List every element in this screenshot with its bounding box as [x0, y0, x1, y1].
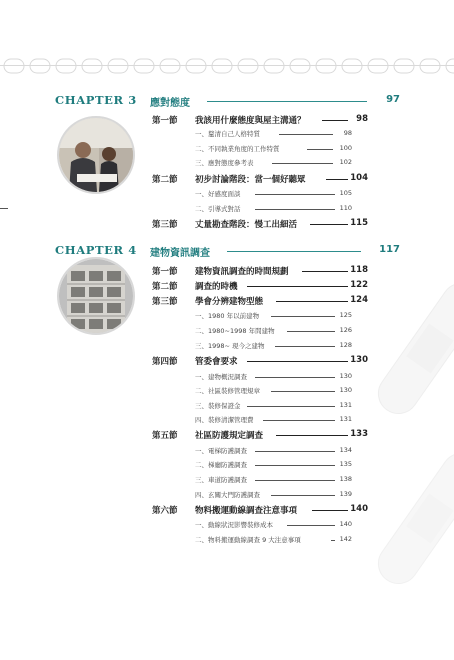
toc-sub-row[interactable]: [195, 203, 352, 216]
leader-line: [276, 301, 348, 302]
toc-sub-row[interactable]: [195, 310, 352, 323]
chapter-title: 應對態度: [150, 98, 190, 109]
section-number: 第二節: [152, 175, 178, 185]
toc-sub-row[interactable]: [195, 385, 352, 398]
section-number: 第五節: [152, 431, 178, 441]
subsection-page: 142: [339, 535, 352, 543]
leader-line: [263, 420, 335, 421]
subsection-title: 二、1980~1998 年間建物: [195, 327, 275, 335]
section-page: 133: [350, 429, 368, 439]
subsection-page: 131: [339, 401, 352, 409]
leader-line: [275, 346, 335, 347]
leader-line: [322, 120, 348, 121]
subsection-title: 一、釐清自己人格特質: [195, 130, 260, 138]
toc-sub-row[interactable]: [195, 157, 352, 170]
section-number: 第四節: [152, 357, 178, 367]
toc-sub-row[interactable]: [195, 414, 352, 427]
chapter4-photo: [57, 257, 135, 335]
toc-section-row[interactable]: [152, 295, 368, 308]
subsection-page: 140: [339, 520, 352, 528]
chapter-label: CHAPTER 4: [55, 243, 137, 257]
section-number: 第六節: [152, 506, 178, 516]
leader-line: [279, 134, 333, 135]
toc-section-row[interactable]: [152, 218, 368, 231]
subsection-title: 二、物料搬運動線調查 9 大注意事項: [195, 536, 301, 544]
subsection-title: 四、玄關大門防護調查: [195, 491, 260, 499]
subsection-title: 一、動線狀況影響裝修成本: [195, 521, 273, 529]
section-number: 第二節: [152, 282, 178, 292]
leader-line: [247, 286, 348, 287]
section-title: 管委會要求: [195, 357, 238, 367]
subsection-page: 131: [339, 415, 352, 423]
leader-line: [302, 271, 348, 272]
leader-line: [310, 224, 348, 225]
toc-sub-row[interactable]: [195, 340, 352, 353]
chapter-3-header: [55, 94, 400, 108]
subsection-title: 二、社區裝修管理規章: [195, 387, 260, 395]
toc-sub-row[interactable]: [195, 459, 352, 472]
subsection-page: 128: [339, 341, 352, 349]
toc-section-row[interactable]: [152, 114, 368, 127]
toc-section-row[interactable]: [152, 280, 368, 293]
section-title: 調查的時機: [195, 282, 238, 292]
decorative-top-pattern: [0, 56, 454, 76]
section-number: 第一節: [152, 116, 178, 126]
toc-sub-row[interactable]: [195, 489, 352, 502]
leader-line: [255, 465, 335, 466]
toc-sub-row[interactable]: [195, 371, 352, 384]
toc-section-row[interactable]: [152, 429, 368, 442]
toc-sub-row[interactable]: [195, 445, 352, 458]
leader-line: [271, 316, 335, 317]
left-margin-mark: [0, 208, 8, 209]
section-title: 丈量勘查階段：慢工出細活: [195, 220, 298, 230]
section-page: 98: [356, 114, 368, 124]
chapter-label: CHAPTER 3: [55, 93, 137, 107]
toc-sub-row[interactable]: [195, 534, 352, 547]
subsection-page: 102: [339, 158, 352, 166]
subsection-page: 126: [339, 326, 352, 334]
section-page: 130: [350, 355, 368, 365]
section-page: 124: [350, 295, 368, 305]
subsection-page: 130: [339, 372, 352, 380]
bandage-decoration-lower: [334, 440, 454, 660]
subsection-title: 三、1998~ 現今之建物: [195, 342, 265, 350]
chapter-leader-line: [227, 251, 361, 252]
toc-section-row[interactable]: [152, 265, 368, 278]
chapter-4: [55, 244, 400, 258]
subsection-title: 三、應對態度參考表: [195, 159, 254, 167]
chapter-leader-line: [207, 101, 367, 102]
section-page: 104: [350, 173, 368, 183]
subsection-page: 98: [343, 129, 352, 137]
subsection-title: 四、裝修清潔管理費: [195, 416, 254, 424]
chapter-page: 97: [386, 94, 400, 105]
subsection-title: 一、電梯防護調查: [195, 447, 247, 455]
leader-line: [255, 451, 335, 452]
subsection-page: 134: [339, 446, 352, 454]
section-number: 第三節: [152, 220, 178, 230]
subsection-page: 125: [339, 311, 352, 319]
section-page: 122: [350, 280, 368, 290]
subsection-title: 一、1980 年以前建物: [195, 312, 260, 320]
section-title: 學會分辨建物型態: [195, 297, 264, 307]
toc-sub-row[interactable]: [195, 143, 352, 156]
section-page: 140: [350, 504, 368, 514]
leader-line: [287, 525, 335, 526]
subsection-page: 105: [339, 189, 352, 197]
section-page: 115: [350, 218, 368, 228]
toc-sub-row[interactable]: [195, 400, 352, 413]
subsection-page: 138: [339, 475, 352, 483]
toc-sub-row[interactable]: [195, 325, 352, 338]
section-title: 建物資訊調查的時間規劃: [195, 267, 289, 277]
subsection-title: 三、車道防護調查: [195, 476, 247, 484]
leader-line: [255, 209, 335, 210]
leader-line: [255, 194, 335, 195]
subsection-title: 一、建物概況調查: [195, 373, 247, 381]
chapter-page: 117: [379, 244, 400, 255]
subsection-page: 130: [339, 386, 352, 394]
leader-line: [272, 163, 333, 164]
toc-sub-row[interactable]: [195, 188, 352, 201]
subsection-page: 100: [339, 144, 352, 152]
leader-line: [326, 179, 348, 180]
toc-sub-row[interactable]: [195, 128, 352, 141]
leader-line: [331, 540, 335, 541]
subsection-title: 二、梯廳防護調查: [195, 461, 247, 469]
leader-line: [255, 480, 335, 481]
subsection-title: 二、引導式對話: [195, 205, 241, 213]
toc-sub-row[interactable]: [195, 519, 352, 532]
toc-section-row[interactable]: [152, 173, 368, 186]
leader-line: [287, 331, 335, 332]
section-title: 物料搬運動線調查注意事項: [195, 506, 298, 516]
chapter-4-header: [55, 244, 400, 258]
subsection-page: 110: [339, 204, 352, 212]
subsection-title: 三、裝修保證金: [195, 402, 241, 410]
chapter-title: 建物資訊調查: [150, 248, 210, 259]
section-page: 118: [350, 265, 368, 275]
leader-line: [307, 149, 333, 150]
leader-line: [255, 377, 335, 378]
section-title: 社區防護規定調查: [195, 431, 264, 441]
section-number: 第三節: [152, 297, 178, 307]
leader-line: [312, 510, 348, 511]
leader-line: [271, 495, 335, 496]
leader-line: [247, 406, 335, 407]
subsection-page: 139: [339, 490, 352, 498]
subsection-title: 二、不同執業角度的工作特質: [195, 145, 280, 153]
section-number: 第一節: [152, 267, 178, 277]
toc-section-row[interactable]: [152, 355, 368, 368]
subsection-title: 一、好感度面談: [195, 190, 241, 198]
section-title: 初步討論階段：當一個好聽眾: [195, 175, 306, 185]
toc-section-row[interactable]: [152, 504, 368, 517]
subsection-page: 135: [339, 460, 352, 468]
section-title: 我該用什麼態度與屋主溝通？: [195, 116, 306, 126]
leader-line: [271, 391, 335, 392]
leader-line: [247, 361, 348, 362]
leader-line: [276, 435, 348, 436]
toc-sub-row[interactable]: [195, 474, 352, 487]
